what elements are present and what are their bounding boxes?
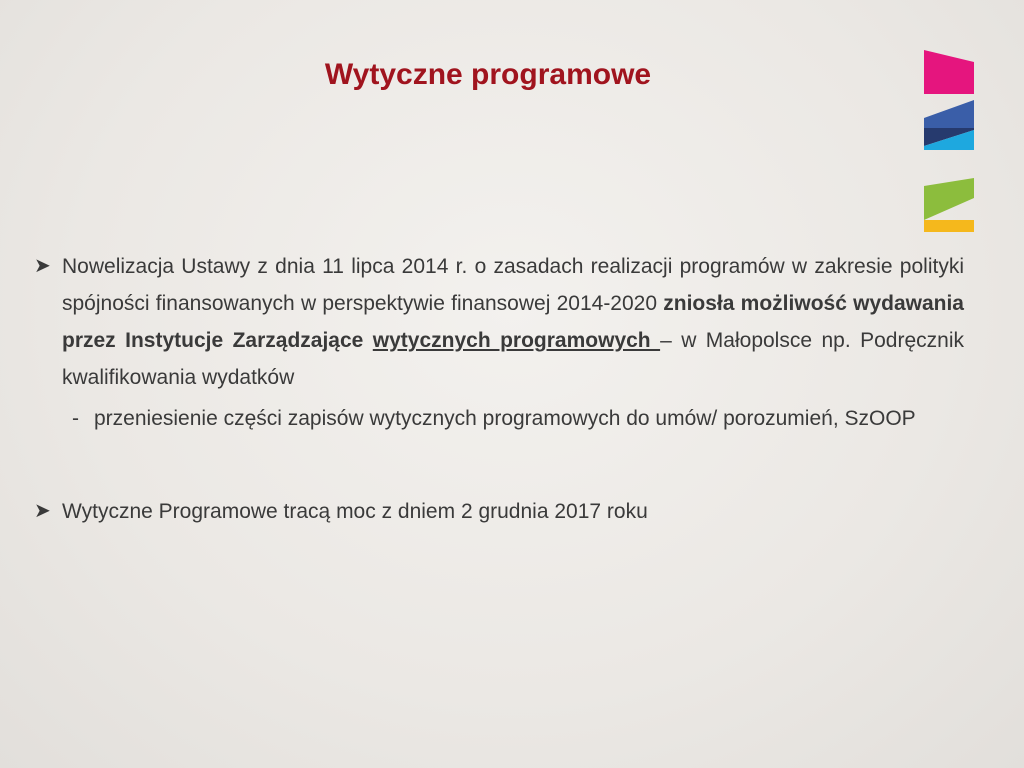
bullet-1-underlined-text: wytycznych programowych: [372, 329, 661, 352]
arrow-bullet-icon: ➤: [34, 255, 51, 277]
logo-green-stripe: [924, 178, 974, 220]
bullet-1-trailing-text: – w Małopolsce np. Podręcznik kwalifikowania wydatków: [62, 329, 964, 389]
arrow-bullet-icon: ➤: [34, 500, 51, 522]
bullet-1-bold-text: zniosła możliwość wydawania przez Instytucje Zarządzające: [62, 292, 964, 352]
sub-item-dash: -: [72, 407, 79, 430]
sub-item: [34, 400, 964, 437]
bullet-item-1: [34, 248, 964, 396]
bullet-item-2: [34, 493, 964, 530]
brand-logo-icon: [918, 48, 978, 238]
slide-title: Wytyczne programowe: [324, 58, 652, 91]
logo-blue-stripe: [924, 100, 974, 128]
sub-item-text: przeniesienie części zapisów wytycznych programowych do umów/ porozumień, SzOOP: [94, 407, 916, 430]
bullet-1-text: Nowelizacja Ustawy z dnia 11 lipca 2014 r. o zasadach realizacji programów w zakresie polityki spójności finansowanych w perspektywie finansowej 2014-2020: [62, 255, 964, 315]
logo-yellow-stripe: [924, 220, 974, 232]
logo-magenta-stripe: [924, 50, 974, 94]
slide-content: [34, 248, 964, 530]
bullet-2-text: Wytyczne Programowe tracą moc z dniem 2 grudnia 2017 roku: [62, 500, 648, 523]
